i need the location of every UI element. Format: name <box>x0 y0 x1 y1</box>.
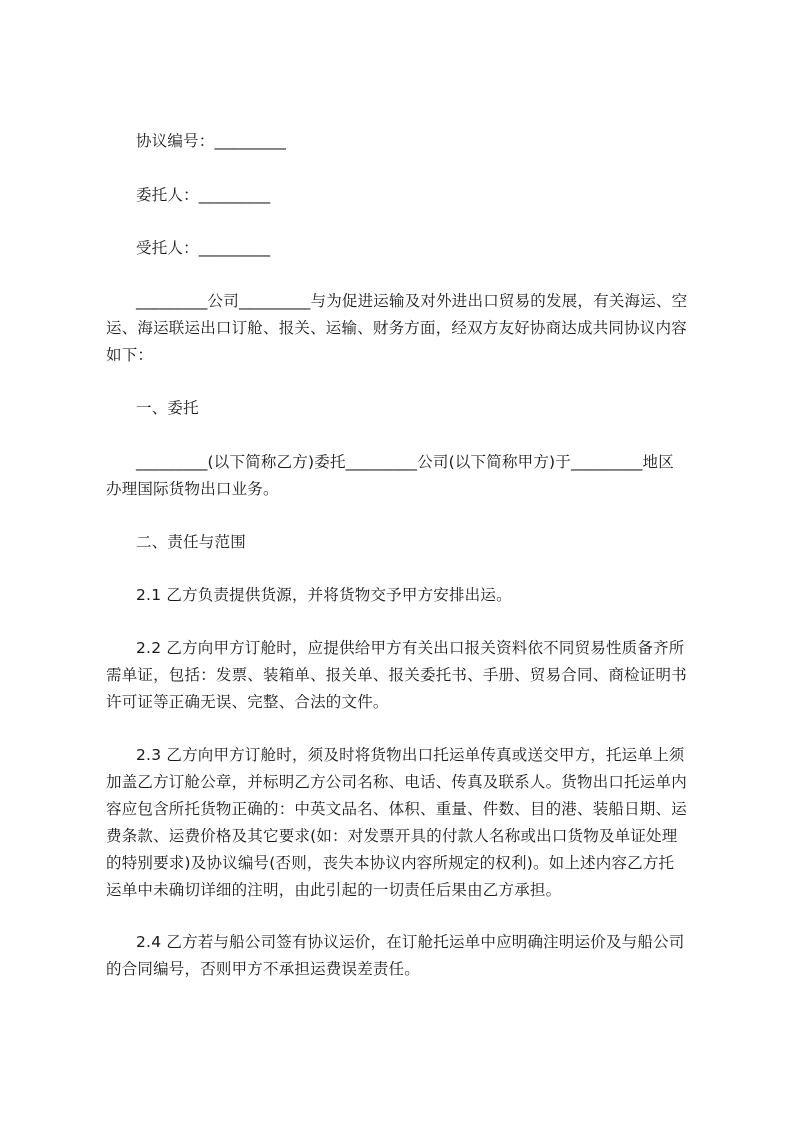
section-heading-entrustment: 一、委托 <box>136 399 199 417</box>
principal-field: 委托人：_________ <box>136 186 271 204</box>
paragraph-line: 2.3 乙方向甲方订舱时，须及时将货物出口托运单传真或送交甲方，托运单上须 <box>136 746 685 764</box>
paragraph-line: 加盖乙方订舱公章，并标明乙方公司名称、电话、传真及联系人。货物出口托运单内 <box>106 773 687 791</box>
agreement-number: 协议编号：_________ <box>136 132 287 150</box>
paragraph-line: 许可证等正确无误、完整、合法的文件。 <box>106 693 389 711</box>
paragraph-line: 2.1 乙方负责提供货源，并将货物交予甲方安排出运。 <box>136 586 512 604</box>
paragraph-line: _________公司_________与为促进运输及对外进出口贸易的发展，有关海运、空 <box>136 292 688 310</box>
paragraph-line: 2.4 乙方若与船公司签有协议运价，在订舱托运单中应明确注明运价及与船公司 <box>136 933 685 951</box>
agent-field: 受托人：_________ <box>136 239 271 257</box>
paragraph-line: 运、海运联运出口订舱、报关、运输、财务方面，经双方友好协商达成共同协议内容 <box>106 319 687 337</box>
paragraph-line: 运单中未确切详细的注明，由此引起的一切责任后果由乙方承担。 <box>106 881 562 899</box>
paragraph-line: 如下： <box>106 346 154 364</box>
paragraph-line: 的特别要求)及协议编号(否则，丧失本协议内容所规定的权利)。如上述内容乙方托 <box>106 854 675 872</box>
paragraph-line: 需单证，包括：发票、装箱单、报关单、报关委托书、手册、贸易合同、商检证明书 <box>106 666 687 684</box>
paragraph-line: 办理国际货物出口业务。 <box>106 480 279 498</box>
paragraph-line: 容应包含所托货物正确的：中英文品名、体积、重量、件数、目的港、装船日期、运 <box>106 800 687 818</box>
paragraph-line: 的合同编号，否则甲方不承担运费误差责任。 <box>106 960 421 978</box>
section-heading-responsibility: 二、责任与范围 <box>136 533 246 551</box>
paragraph-line: 2.2 乙方向甲方订舱时，应提供给甲方有关出口报关资料依不同贸易性质备齐所 <box>136 639 685 657</box>
paragraph-line: _________(以下简称乙方)委托_________公司(以下简称甲方)于_________地区 <box>136 453 674 471</box>
paragraph-line: 费条款、运费价格及其它要求(如：对发票开具的付款人名称或出口货物及单证处理 <box>106 827 678 845</box>
